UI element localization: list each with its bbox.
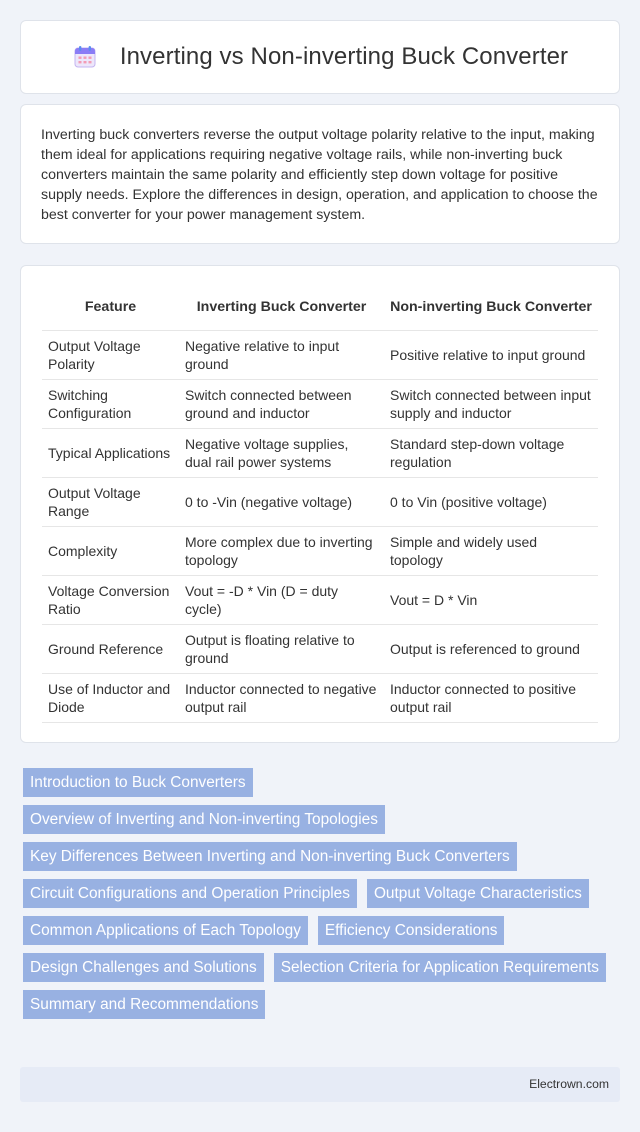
topic-tags	[20, 768, 620, 1027]
tag-key-differences[interactable]: Key Differences Between Inverting and Non-inverting Buck Converters	[23, 842, 517, 871]
calendar-icon	[72, 44, 98, 70]
header-inverting: Inverting Buck Converter	[179, 286, 384, 330]
header-feature: Feature	[42, 286, 179, 330]
inverting-cell: Negative voltage supplies, dual rail power systems	[179, 428, 384, 477]
tag-introduction[interactable]: Introduction to Buck Converters	[23, 768, 253, 797]
inverting-cell: 0 to -Vin (negative voltage)	[179, 477, 384, 526]
tag-circuit-configurations[interactable]: Circuit Configurations and Operation Principles	[23, 879, 357, 908]
tag-design-challenges[interactable]: Design Challenges and Solutions	[23, 953, 264, 982]
feature-cell: Use of Inductor and Diode	[42, 673, 179, 722]
non-inverting-cell: Output is referenced to ground	[384, 624, 598, 673]
non-inverting-cell: 0 to Vin (positive voltage)	[384, 477, 598, 526]
non-inverting-cell: Standard step-down voltage regulation	[384, 428, 598, 477]
table-row	[42, 526, 598, 575]
footer-site-link[interactable]: Electrown.com	[529, 1077, 609, 1091]
table-row	[42, 477, 598, 526]
table-row	[42, 330, 598, 379]
inverting-cell: Negative relative to input ground	[179, 330, 384, 379]
tag-common-applications[interactable]: Common Applications of Each Topology	[23, 916, 308, 945]
feature-cell: Typical Applications	[42, 428, 179, 477]
inverting-cell: Switch connected between ground and inductor	[179, 379, 384, 428]
inverting-cell: Output is floating relative to ground	[179, 624, 384, 673]
inverting-cell: More complex due to inverting topology	[179, 526, 384, 575]
feature-cell: Output Voltage Polarity	[42, 330, 179, 379]
comparison-table-card	[20, 265, 620, 743]
non-inverting-cell: Positive relative to input ground	[384, 330, 598, 379]
non-inverting-cell: Inductor connected to positive output rail	[384, 673, 598, 722]
non-inverting-cell: Switch connected between input supply and inductor	[384, 379, 598, 428]
table-row	[42, 575, 598, 624]
intro-card	[20, 104, 620, 244]
tag-overview-topologies[interactable]: Overview of Inverting and Non-inverting Topologies	[23, 805, 385, 834]
non-inverting-cell: Simple and widely used topology	[384, 526, 598, 575]
feature-cell: Ground Reference	[42, 624, 179, 673]
table-row	[42, 673, 598, 722]
header-card	[20, 20, 620, 94]
footer	[20, 1067, 620, 1102]
non-inverting-cell: Vout = D * Vin	[384, 575, 598, 624]
tag-summary[interactable]: Summary and Recommendations	[23, 990, 265, 1019]
table-row	[42, 428, 598, 477]
feature-cell: Voltage Conversion Ratio	[42, 575, 179, 624]
intro-text: Inverting buck converters reverse the output voltage polarity relative to the input, making them ideal for applications requiring negative voltage rails, while non-inverting buck converters maintain the same polarity and efficiently step down voltage for positive supply needs. Explore the differences in design, operation, and application to choose the best converter for your power management system.	[41, 127, 598, 223]
table-row	[42, 379, 598, 428]
table-row	[42, 624, 598, 673]
feature-cell: Output Voltage Range	[42, 477, 179, 526]
tag-output-voltage[interactable]: Output Voltage Characteristics	[367, 879, 589, 908]
header-non-inverting: Non-inverting Buck Converter	[384, 286, 598, 330]
feature-cell: Complexity	[42, 526, 179, 575]
tag-selection-criteria[interactable]: Selection Criteria for Application Requirements	[274, 953, 606, 982]
feature-cell: Switching Configuration	[42, 379, 179, 428]
page-title: Inverting vs Non-inverting Buck Converter	[119, 43, 569, 70]
table-header-row	[42, 286, 598, 330]
comparison-table	[42, 286, 598, 723]
tag-efficiency[interactable]: Efficiency Considerations	[318, 916, 505, 945]
inverting-cell: Inductor connected to negative output rail	[179, 673, 384, 722]
inverting-cell: Vout = -D * Vin (D = duty cycle)	[179, 575, 384, 624]
